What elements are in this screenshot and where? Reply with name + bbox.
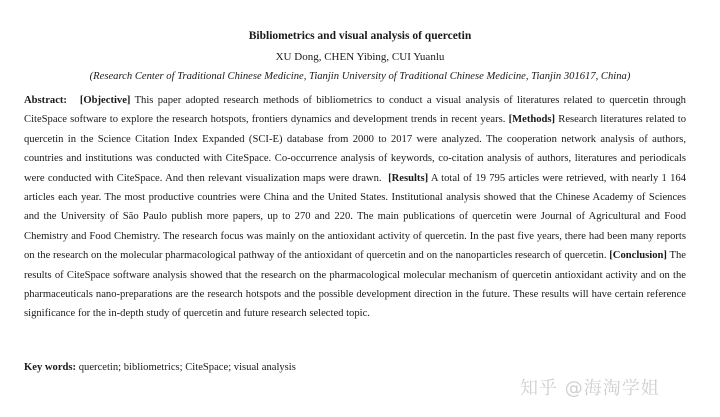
abstract-label: Abstract: — [24, 95, 67, 106]
keywords — [24, 362, 686, 373]
author-list: XU Dong, CHEN Yibing, CUI Yuanlu — [275, 51, 445, 63]
results-label: [Results] — [388, 172, 429, 184]
abstract-objective-methods — [24, 91, 686, 324]
affiliation: (Research Center of Traditional Chinese Medicine, Tianjin University of Traditional Chinese Medicine, Tianjin 301617, China) — [89, 71, 631, 82]
methods-text: Research literatures related to quercetin in the Science Citation Index Expanded (SCI-E) database from 2000 to 2017 were analyzed. The cooperation network analysis of authors, countries and institutions was conducted with CiteSpace. Co-occurrence analysis of keywords, co-citation analysis of authors, literatures and periodicals were conducted with CiteSpace. And then relevant visualization maps were drawn. — [24, 114, 686, 184]
conclusion-label: [Conclusion] — [609, 250, 667, 262]
keywords-label: Key words: — [24, 362, 77, 373]
abstract — [24, 91, 686, 324]
methods-label: [Methods] — [508, 114, 556, 126]
results-text: A total of 19 795 articles were retrieved, with nearly 1 164 articles each year. The most productive countries were China and the United States. Institutional analysis showed that the Chinese Academy of Sciences and the University of São Paulo publish more papers, up to 270 and 220. The main publications of quercetin were Journal of Agricultural and Food Chemistry and Food Chemistry. The research focus was mainly on the antioxidant activity of quercetin. In the past five years, there had been many reports on the research on the molecular pharmacological pathway of the antioxidant of quercetin and on the nanoparticles research of quercetin. — [24, 172, 686, 262]
watermark: 知乎 @海淘学姐 — [520, 378, 660, 399]
conclusion-text: The results of CiteSpace software analysis showed that the research on the pharmacological molecular mechanism of quercetin antioxidant activity and on the pharmaceuticals nano-preparations are the research hotspots and the possible development direction in the future. These results will have certain reference significance for the in-depth study of quercetin and future research selected topic. — [24, 250, 686, 320]
objective-text: This paper adopted research methods of bibliometrics to conduct a visual analysis of literatures related to quercetin through CiteSpace software to explore the research hotspots, frontiers dynamics and development trends in recent years. — [24, 95, 686, 126]
paper-title: Bibliometrics and visual analysis of quercetin — [248, 30, 472, 42]
objective-label: [Objective] — [79, 95, 131, 106]
keywords-text: quercetin; bibliometrics; CiteSpace; visual analysis — [78, 362, 296, 373]
